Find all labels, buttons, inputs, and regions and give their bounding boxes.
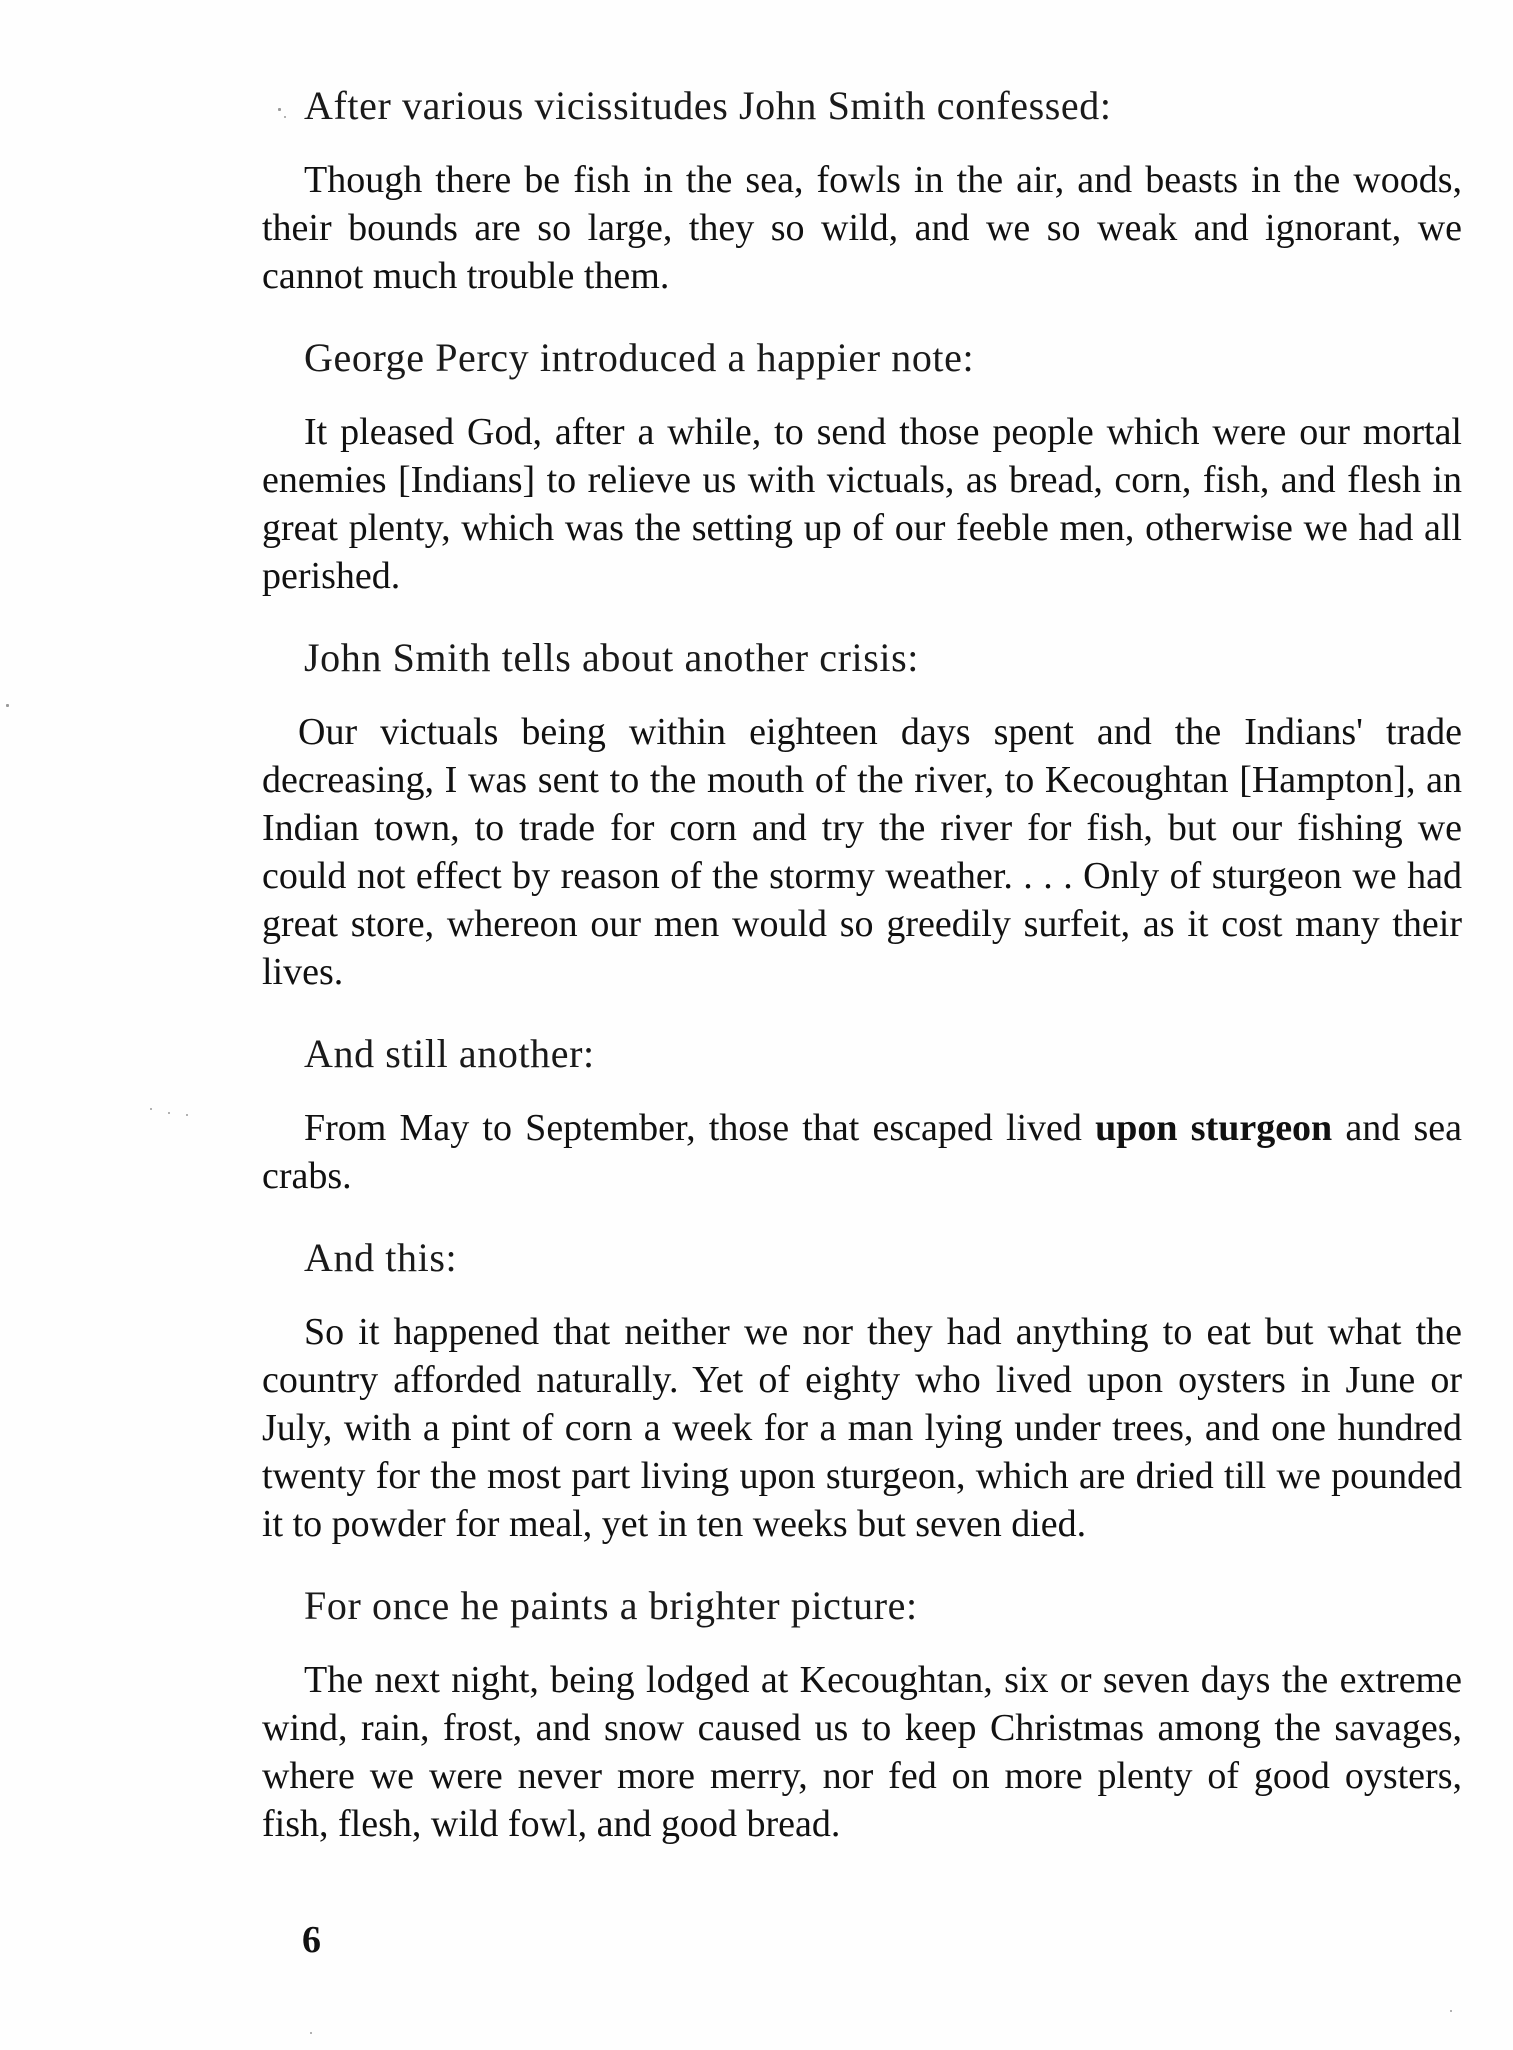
quote-paragraph: Though there be fish in the sea, fowls in the air, and beasts in the woods, their bounds are so large, they so wild, and we so weak and ignorant, we cannot much trouble them.: [262, 159, 1462, 297]
quote-paragraph: The next night, being lodged at Kecoughtan, six or seven days the extreme wind, rain, frost, and snow caused us to keep Christmas among the savages, where we were never more merry, nor fed on more plenty of good oysters, fish, flesh, wild fowl, and good bread.: [262, 1659, 1462, 1845]
intro-paragraph: George Percy introduced a happier note:: [304, 335, 975, 380]
scan-speck: [186, 1114, 188, 1116]
intro-paragraph: John Smith tells about another crisis:: [304, 635, 919, 680]
scan-speck: [150, 1108, 152, 1110]
quote-text: From May to September, those that escaped lived: [304, 1107, 1096, 1149]
quote-paragraph: [262, 1104, 1462, 1200]
quote-paragraph: Our victuals being within eighteen days spent and the Indians' trade decreasing, I was sent to the mouth of the river, to Kecoughtan [Hampton], an Indian town, to trade for corn and try the river for fish, but our fishing we could not effect by reason of the stormy weather. . . . Only of sturgeon we had great store, whereon our men would so greedily surfeit, as it cost many their lives.: [262, 711, 1462, 993]
scan-speck: [278, 108, 281, 111]
page-body: [262, 82, 1462, 1848]
scan-speck: [6, 704, 9, 707]
intro-paragraph: And still another:: [304, 1031, 595, 1076]
scan-speck: [310, 2032, 312, 2034]
intro-paragraph: And this:: [304, 1235, 458, 1280]
scan-speck: [168, 1112, 170, 1114]
page-number: 6: [302, 1919, 321, 1961]
scan-speck: [1450, 2010, 1452, 2012]
bold-phrase: upon sturgeon: [1095, 1107, 1333, 1149]
quote-paragraph: It pleased God, after a while, to send those people which were our mortal enemies [Indians] to relieve us with victuals, as bread, corn, fish, and flesh in great plenty, which was the setting up of our feeble men, otherwise we had all perished.: [262, 411, 1462, 597]
intro-paragraph: For once he paints a brighter picture:: [304, 1583, 918, 1628]
scan-speck: [284, 116, 286, 118]
quote-text: and sea crabs.: [262, 1107, 1463, 1197]
intro-paragraph: After various vicissitudes John Smith confessed:: [304, 83, 1112, 128]
quote-paragraph: So it happened that neither we nor they had anything to eat but what the country afforded naturally. Yet of eighty who lived upon oysters in June or July, with a pint of corn a week for a man lying under trees, and one hundred twenty for the most part living upon sturgeon, which are dried till we pounded it to powder for meal, yet in ten weeks but seven died.: [262, 1311, 1462, 1545]
